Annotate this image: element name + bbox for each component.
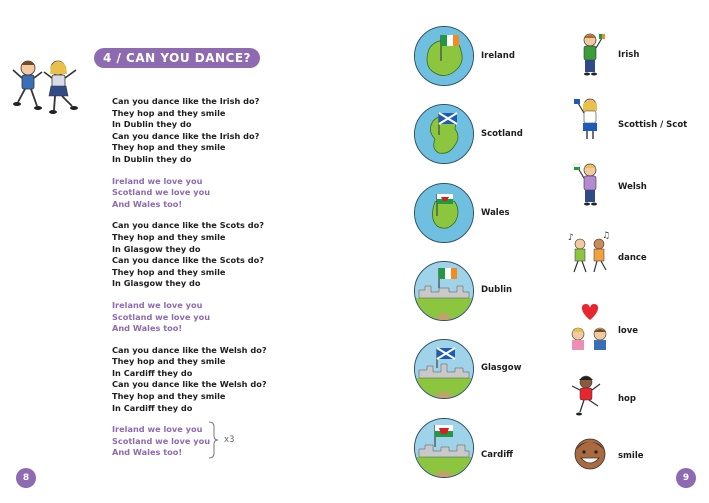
chorus-line: Scotland we love you: [112, 187, 211, 198]
word-label-irish: Irish: [618, 50, 640, 60]
lyric-line: They hop and they smile: [112, 266, 226, 277]
brace-icon: [207, 421, 219, 459]
lyric-line: In Dublin they do: [112, 119, 192, 130]
chorus: [112, 424, 332, 459]
lyric-line: Can you dance like the Scots do?: [112, 255, 264, 266]
svg-text:♫: ♫: [602, 231, 611, 241]
verse: [112, 220, 332, 290]
page-number-right: 9: [676, 468, 696, 488]
scotland-map-icon: [414, 104, 474, 164]
lyric-line: They hop and they smile: [112, 231, 226, 242]
lyric-line: Can you dance like the Irish do?: [112, 130, 260, 141]
hopping-girl-icon: [568, 372, 608, 422]
left-page: [0, 0, 354, 503]
lyric-line: In Glasgow they do: [112, 278, 201, 289]
verse: [112, 96, 332, 166]
lyric-line: Can you dance like the Welsh do?: [112, 344, 267, 355]
lyric-line: They hop and they smile: [112, 142, 226, 153]
dancing-kids-icon: [566, 230, 614, 280]
chorus-line: Ireland we love you: [112, 424, 203, 435]
place-label-scotland: Scotland: [481, 129, 523, 139]
lyric-line: In Glasgow they do: [112, 243, 201, 254]
scottish-person-icon: [570, 95, 610, 145]
place-label-dublin: Dublin: [481, 285, 513, 295]
chorus-line: Scotland we love you: [112, 311, 211, 322]
chorus: [112, 176, 332, 211]
repeat-mark: x3: [224, 435, 235, 446]
lyric-line: In Dublin they do: [112, 153, 192, 164]
dublin-city-icon: [414, 261, 474, 321]
word-label-welsh: Welsh: [618, 182, 647, 192]
song-lyrics: [112, 96, 332, 469]
chorus-line: Ireland we love you: [112, 299, 203, 310]
lyric-line: Can you dance like the Scots do?: [112, 220, 264, 231]
love-heart-kids-icon: [566, 302, 614, 352]
word-label-scottish: Scottish / Scot: [618, 120, 688, 130]
page-number-left: 8: [16, 468, 36, 488]
chorus: [112, 300, 332, 335]
word-label-smile: smile: [618, 451, 644, 461]
cardiff-city-icon: [414, 418, 474, 478]
right-page: [354, 0, 709, 503]
chorus-line: Scotland we love you: [112, 435, 211, 446]
lyric-line: Can you dance like the Irish do?: [112, 96, 260, 106]
lyric-line: They hop and they smile: [112, 107, 226, 118]
irish-person-icon: [570, 30, 610, 80]
chorus-line: And Wales too!: [112, 447, 183, 458]
place-label-glasgow: Glasgow: [481, 363, 522, 373]
dancing-kids-illustration: [10, 56, 82, 118]
place-label-cardiff: Cardiff: [481, 450, 514, 460]
lyric-line: In Cardiff they do: [112, 367, 193, 378]
lyric-line: They hop and they smile: [112, 356, 226, 367]
welsh-person-icon: [570, 160, 610, 210]
svg-text:♪: ♪: [568, 233, 574, 243]
glasgow-city-icon: [414, 339, 474, 399]
lyric-line: Can you dance like the Welsh do?: [112, 379, 267, 390]
word-label-dance: dance: [618, 253, 647, 263]
final-chorus-block: [112, 424, 332, 459]
smiling-face-icon: [570, 434, 610, 474]
place-label-ireland: Ireland: [481, 51, 515, 61]
place-label-wales: Wales: [481, 208, 510, 218]
chorus-line: Ireland we love you: [112, 175, 203, 186]
word-label-love: love: [618, 326, 639, 336]
word-label-hop: hop: [618, 394, 636, 404]
chorus-line: And Wales too!: [112, 198, 183, 209]
ireland-map-icon: [414, 26, 474, 86]
verse: [112, 345, 332, 415]
song-title: 4 / CAN YOU DANCE?: [94, 48, 260, 68]
lyric-line: In Cardiff they do: [112, 402, 193, 413]
wales-map-icon: [414, 183, 474, 243]
chorus-line: And Wales too!: [112, 323, 183, 334]
lyric-line: They hop and they smile: [112, 391, 226, 402]
